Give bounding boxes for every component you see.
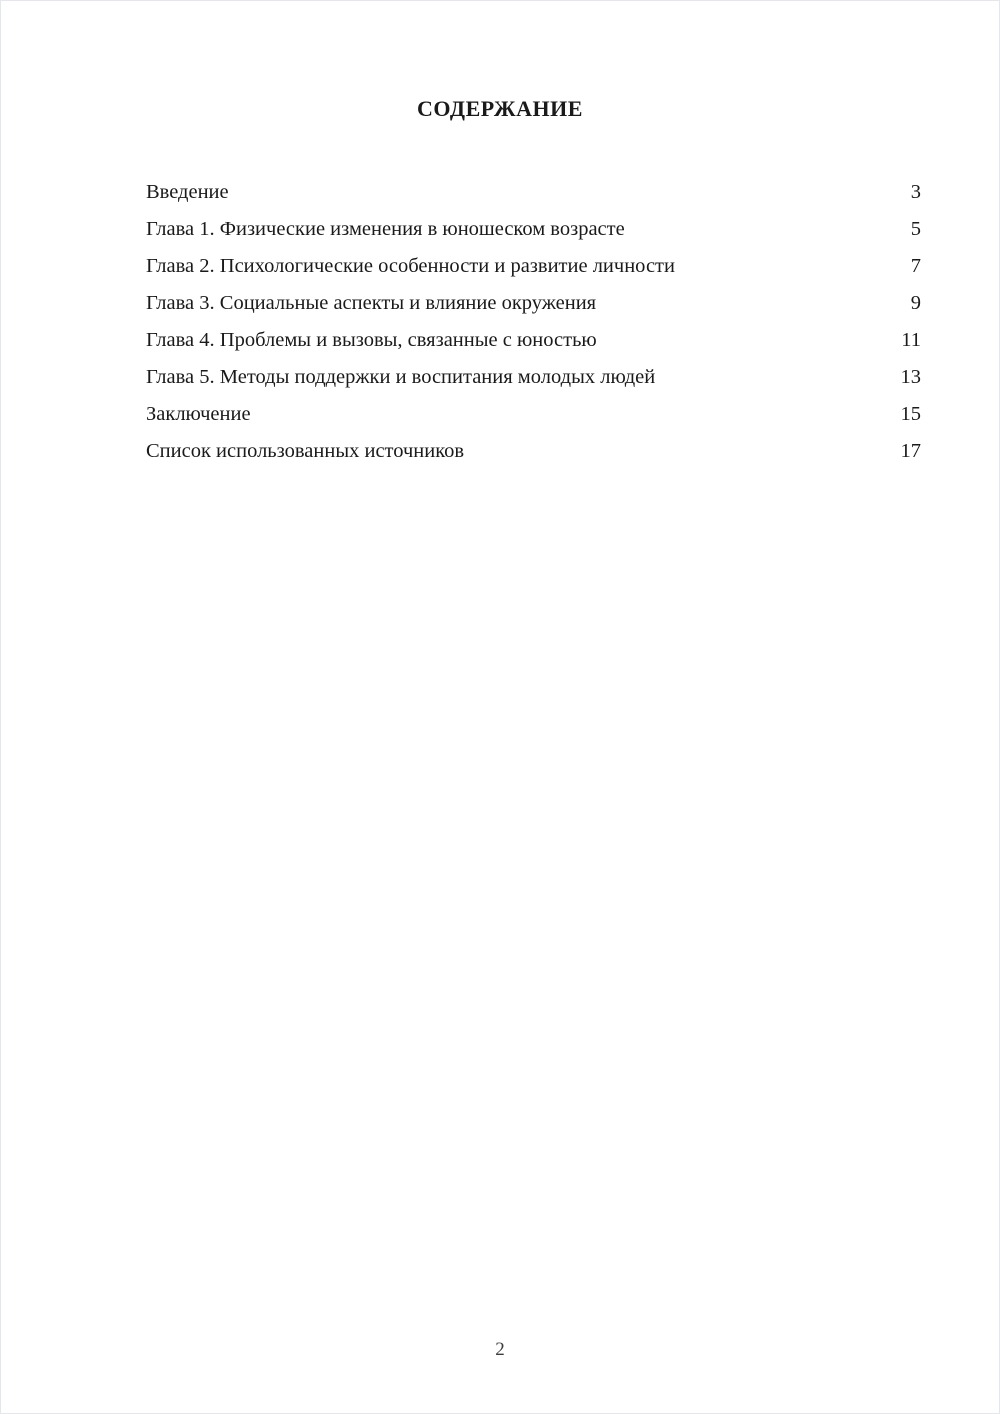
toc-entry-title: Глава 4. Проблемы и вызовы, связанные с юностью: [146, 329, 597, 351]
toc-entry-title: Список использованных источников: [146, 440, 465, 462]
toc-entry-page: 15: [900, 403, 921, 425]
toc-entry-page: 17: [900, 440, 921, 462]
page-title: СОДЕРЖАНИЕ: [417, 96, 583, 121]
toc-entry-conclusion: [146, 396, 921, 433]
toc-entry-page: 9: [910, 292, 921, 314]
toc-entry-title: Глава 5. Методы поддержки и воспитания молодых людей: [146, 366, 656, 388]
toc-entry-page: 13: [900, 366, 921, 388]
toc-entry-title: Введение: [146, 181, 229, 203]
toc-entry-chapter-4: [146, 322, 921, 359]
toc-entry-chapter-2: [146, 248, 921, 285]
toc-entry-title: Заключение: [146, 403, 251, 425]
toc-entry-introduction: [146, 174, 921, 211]
toc-entry-title: Глава 2. Психологические особенности и развитие личности: [146, 255, 675, 277]
toc-entry-page: 3: [910, 181, 921, 203]
toc-entry-title: Глава 1. Физические изменения в юношеском возрасте: [146, 218, 625, 240]
toc-entry-title: Глава 3. Социальные аспекты и влияние окружения: [146, 292, 597, 314]
toc-entry-chapter-1: [146, 211, 921, 248]
footer-page-number: 2: [495, 1339, 505, 1360]
toc-entry-page: 11: [901, 329, 921, 351]
toc-entry-chapter-5: [146, 359, 921, 396]
table-of-contents: [146, 174, 921, 470]
toc-entry-chapter-3: [146, 285, 921, 322]
toc-entry-references: [146, 433, 921, 470]
toc-entry-page: 7: [910, 255, 921, 277]
toc-entry-page: 5: [910, 218, 921, 240]
